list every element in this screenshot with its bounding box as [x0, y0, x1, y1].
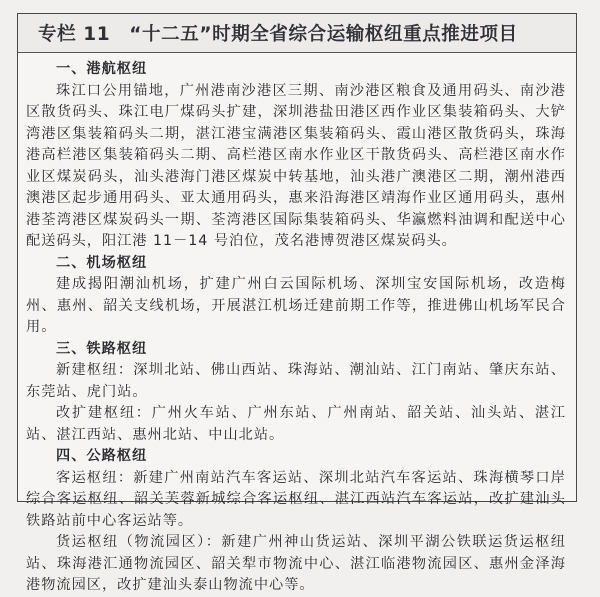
section-heading: 二、机场枢纽: [56, 254, 148, 271]
section-heading: 一、港航枢纽: [56, 61, 148, 77]
section-heading: 四、公路枢纽: [56, 448, 148, 464]
paragraph: 新建枢纽：深圳北站、佛山西站、珠海站、潮汕站、江门南站、肇庆东站、东莞站、虎门站。: [26, 362, 566, 400]
paragraph: 建成揭阳潮汕机场，扩建广州白云国际机场、深圳宝安国际机场，改造梅州、惠州、韶关支线机场，开展湛江机场迁建前期工作等，推进佛山机场军民合用。: [26, 276, 566, 335]
box-title: 专栏 11 “十二五”时期全省综合运输枢纽重点推进项目: [38, 24, 518, 45]
paragraph: 珠江口公用锚地，广州港南沙港区三期、南沙港区粮食及通用码头、南沙港区散货码头、珠江电厂煤码头扩建，深圳港盐田港区西作业区集装箱码头、大铲湾港区集装箱码头二期，湛江港宝满港区集装箱码头、霞山港区散货码头，珠海港高栏港区集装箱码头二期、高栏港区南水作业区干散货码头、高栏港区南水作业区煤炭码头，汕头港海门港区煤炭中转基地，汕头港广澳港区二期，潮州港西澳港区起步通用码头、亚太通用码头，惠来沿海港区靖海作业区通用码头，惠州港荃湾港区煤炭码头一期、荃湾港区国际集装箱码头、华瀛燃料油调和配送中心配送码头，阳江港 11－14 号泊位，茂名港博贺港区煤炭码头。: [26, 82, 566, 249]
paragraph: 改扩建枢纽：广州火车站、广州东站、广州南站、韶关站、汕头站、湛江站、湛江西站、惠州北站、中山北站。: [26, 405, 566, 443]
paragraph: 货运枢纽（物流园区）：新建广州神山货运站、深圳平湖公铁联运货运枢纽站、珠海港汇通物流园区、韶关犁市物流中心、湛江临港物流园区、惠州金泽海港物流园区，改扩建汕头泰山物流中心等。: [26, 534, 566, 593]
sidebar-box: [17, 13, 577, 593]
title-bar: [18, 14, 576, 53]
box-content: [26, 59, 566, 597]
section-heading: 三、铁路枢纽: [56, 340, 148, 357]
paragraph: 客运枢纽：新建广州南站汽车客运站、深圳北站汽车客运站、珠海横琴口岸综合客运枢纽、韶关芙蓉新城综合客运枢纽、湛江西站汽车客运站，改扩建汕头铁路站前中心客运站等。: [26, 469, 566, 529]
